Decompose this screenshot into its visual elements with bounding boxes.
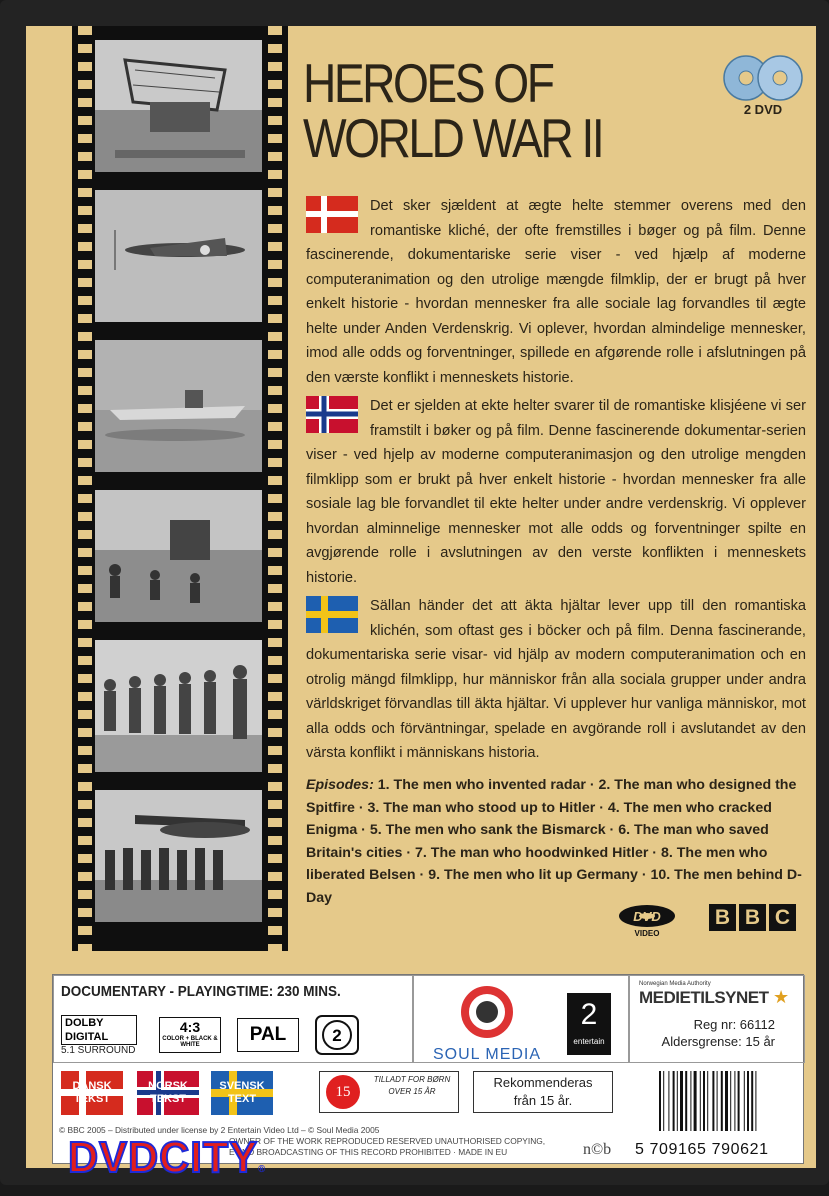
barcode-bar	[690, 1071, 691, 1131]
tekst-dk-line-2: TEKST	[73, 1093, 111, 1105]
bbc-logo	[709, 904, 796, 931]
description-danish-text: Det sker sjældent at ægte helte stemmer overens med den romantiske kliché, der ofte fremstilles i bøger og på film. Denne fascinerende, dokumentariske serie viser - ved hjælp af moderne computeranimation og den utrolige mængde filmklip, der er brugt på hver enkelt historie - hvordan mennesker fra alle sociale lag forvandles til ægte helte under Anden Verdenskrig. Vi oplever, hvordan almindelige mennesker, imod alle odds og forventninger, spillede en afgørende rolle i afslutningen på den værste konflikt i menneskets historie.	[306, 198, 806, 386]
genre-playtime: DOCUMENTARY - PLAYINGTIME: 230 MINS.	[61, 983, 341, 1000]
dvdcity-watermark	[68, 1132, 266, 1196]
swedish-recommendation	[473, 1071, 613, 1113]
color-format: COLOR + BLACK & WHITE	[162, 1036, 218, 1048]
recommendation-label: Rekommenderas	[493, 1075, 593, 1090]
barcode-bar	[668, 1071, 669, 1131]
photo-crowd	[95, 640, 262, 772]
barcode-bar	[680, 1071, 683, 1131]
medie-star-icon: ★	[772, 987, 790, 1007]
lifebuoy-icon	[462, 987, 512, 1037]
danish-subtitle-badge	[61, 1071, 123, 1115]
soul-media-text: SOUL MEDIA	[432, 1046, 542, 1063]
dvd-back-cover	[26, 26, 816, 1182]
reg-number: Reg nr: 66112	[693, 1017, 775, 1032]
pal-format: PAL	[237, 1018, 299, 1052]
photo-bomber-crew	[95, 790, 262, 922]
tekst-no-line-1: NORSK	[148, 1080, 188, 1092]
description-norwegian	[306, 394, 806, 590]
watermark-registered: ®	[258, 1164, 267, 1175]
dolby-label: DOLBY DIGITAL	[61, 1015, 137, 1045]
photo-spitfire	[95, 190, 262, 322]
barcode-bar	[700, 1071, 701, 1131]
copyright-line-1: © BBC 2005 – Distributed under license by 2 Entertain Video Ltd – © Soul Media 2005	[59, 1125, 380, 1135]
danish-flag-icon	[306, 196, 358, 233]
description-swedish-text: Sällan händer det att äkta hjältar lever upp till den romantiska klichén, som oftast ges i böcker och på film. Denna fascinerande, dokumentariska serie visar- vid hjälp av modern computeranimation och en otrolig mängd filmklipp, hur människor från alla sociala grupper under andra världskriget förvandlas till äkta hjältar. Vi upplever hur vanliga människor, mot alla odds och förväntningar, spelade en avgörande roll i avslutandet av den värsta konflikt i människans historia.	[306, 598, 806, 761]
description-norwegian-text: Det er sjelden at ekte helter svarer til de romantiske klisjéene vi ser framstilt i bøker og på film. Denne fascinerende dokumentar-serien viser - ved hjelp av moderne computeranimasjon og den utrolige mengden filmklipp som er brukt på hver enkelt historie - hvordan mennesker fra alle sosiale lag ble forvandlet til ekte helter under andre verdenskrig. Vi opplever hvordan alminnelige mennesker mot alle odds og forventninger spilte en avgjørende rolle i avslutningen av den verste konflikten i menneskets historie.	[306, 398, 806, 586]
film-sprockets-right	[268, 26, 282, 951]
dvd-logo-subtext: VIDEO	[634, 929, 660, 938]
entertain-logo	[567, 993, 611, 1055]
barcode-bar	[663, 1071, 664, 1131]
bbc-letter-b2: B	[739, 904, 766, 931]
medietilsynet-block	[639, 981, 805, 1050]
bbc-letter-c: C	[769, 904, 796, 931]
entertain-number: 2	[580, 998, 598, 1031]
age-rating-number: 15	[326, 1075, 360, 1109]
barcode-bar	[751, 1071, 753, 1131]
region-number: 2	[332, 1026, 342, 1045]
recommendation-age: från 15 år.	[513, 1093, 573, 1108]
description-swedish	[306, 594, 806, 766]
ncob-logo: n©b	[583, 1141, 612, 1158]
copyright-line-3: E AND BROADCASTING OF THIS RECORD PROHIBITED · MADE IN EU	[229, 1147, 508, 1157]
tekst-no-line-2: TEKST	[149, 1093, 187, 1105]
photo-radar-tower	[95, 40, 262, 172]
barcode-number: 5 709165 790621	[635, 1141, 769, 1158]
barcode-bar	[744, 1071, 745, 1131]
norwegian-subtitle-badge	[137, 1071, 199, 1115]
barcode-bar	[717, 1071, 718, 1131]
barcode-bar	[673, 1071, 675, 1131]
barcode-bar	[703, 1071, 705, 1131]
dvd-discs-icon	[722, 54, 804, 102]
barcode	[657, 1071, 799, 1131]
norwegian-flag-icon	[306, 396, 358, 433]
tekst-dk-line-1: DANSK	[72, 1080, 112, 1092]
disc-count-label: 2 DVD	[743, 102, 783, 117]
soul-media-logo	[425, 987, 549, 1064]
tekst-se-line-2: TEXT	[227, 1093, 257, 1105]
dvd-logo-text: DVD	[633, 909, 661, 924]
barcode-bar	[685, 1071, 687, 1131]
copyright-line-2: OWNER OF THE WORK REPRODUCED RESERVED UNAUTHORISED COPYING,	[229, 1136, 546, 1146]
episodes-label: Episodes:	[306, 777, 374, 793]
barcode-bar	[725, 1071, 728, 1131]
barcode-bar	[730, 1071, 731, 1131]
disc-count-badge	[722, 54, 804, 117]
barcode-bar	[755, 1071, 756, 1131]
barcode-bar	[738, 1071, 740, 1131]
entertain-text: entertain	[573, 1037, 605, 1046]
barcode-bar	[747, 1071, 749, 1131]
tekst-se-line-1: SVENSK	[219, 1080, 265, 1092]
description-danish	[306, 194, 806, 390]
age-limit: Aldersgrense: 15 år	[661, 1034, 775, 1049]
film-sprockets-left	[78, 26, 92, 951]
dvd-video-logo	[616, 902, 678, 938]
barcode-bar	[677, 1071, 678, 1131]
episodes-list	[306, 774, 806, 910]
swedish-flag-icon	[306, 596, 358, 633]
dolby-logo	[61, 1015, 137, 1056]
region-icon	[315, 1015, 359, 1055]
dolby-surround: 5.1 SURROUND	[61, 1045, 136, 1056]
episodes-text: 1. The men who invented radar · 2. The man who designed the Spitfire · 3. The man who stood up to Hitler · 4. The men who cracked Enigma · 5. The men who sank the Bismarck · 6. The man who saved Britain's cities · 7. The man who hoodwinked Hitler · 8. The men who liberated Belsen · 9. The men who lit up Germany · 10. The men behind D-Day	[306, 777, 802, 906]
age-rating-text: TILLADT FOR BØRN OVER 15 ÅR	[373, 1075, 451, 1096]
title-line-1: HEROES OF	[303, 52, 553, 114]
swedish-subtitle-badge	[211, 1071, 273, 1115]
bbc-letter-b1: B	[709, 904, 736, 931]
barcode-bar	[721, 1071, 723, 1131]
film-strip	[72, 26, 288, 951]
medie-authority-label: Norwegian Media Authority	[639, 981, 711, 987]
barcode-bar	[659, 1071, 661, 1131]
danish-age-rating	[319, 1071, 459, 1113]
watermark-text: DVDCITY	[68, 1133, 259, 1182]
barcode-bar	[734, 1071, 735, 1131]
barcode-bar	[707, 1071, 708, 1131]
medie-title: MEDIETILSYNET	[639, 988, 769, 1007]
photo-submarine	[95, 340, 262, 472]
aspect-ratio-box	[159, 1017, 221, 1053]
cover-title	[303, 52, 639, 169]
aspect-ratio: 4:3	[179, 1019, 201, 1035]
barcode-bar	[712, 1071, 714, 1131]
title-line-2: WORLD WAR II	[303, 107, 603, 169]
photo-landing	[95, 490, 262, 622]
barcode-bar	[694, 1071, 697, 1131]
